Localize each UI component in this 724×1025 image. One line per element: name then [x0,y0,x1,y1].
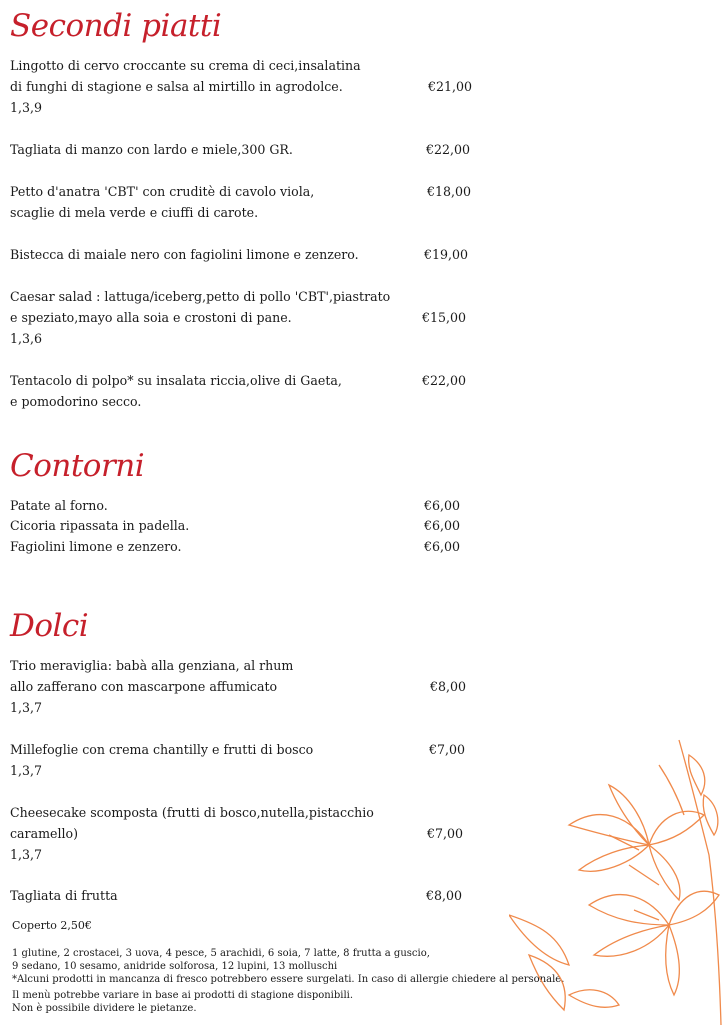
menu-item-line: di funghi di stagione e salsa al mirtillo in agrodolce. [10,79,343,94]
menu-item-price: €18,00 [427,184,472,199]
section-heading: Contorni [10,448,145,484]
footer-note: Non è possibile dividere le pietanze. [12,1003,197,1014]
menu-item-price: €19,00 [424,247,469,262]
footer-note: 9 sedano, 10 sesamo, anidride solforosa, 12 lupini, 13 molluschi [12,961,338,972]
menu-item-line: Millefoglie con crema chantilly e frutti di bosco [10,742,314,757]
lily-flower-illustration [509,735,724,1025]
menu-item-line: Petto d'anatra 'CBT' con cruditè di cavolo viola, [10,184,315,199]
menu-item-line: e pomodorino secco. [10,394,142,409]
menu-item-line: Tagliata di frutta [10,888,118,903]
menu-item-allergens: 1,3,7 [10,763,43,778]
menu-item-price: €22,00 [422,373,467,388]
menu-item-line: Bistecca di maiale nero con fagiolini limone e zenzero. [10,247,359,262]
menu-item-price: €8,00 [430,679,467,694]
menu-item-price: €21,00 [428,79,473,94]
menu-item-line: Tagliata di manzo con lardo e miele,300 GR. [10,142,293,157]
footer-note: *Alcuni prodotti in mancanza di fresco potrebbero essere surgelati. In caso di allergie chiedere al personale. [12,974,565,985]
menu-item-allergens: 1,3,7 [10,700,43,715]
menu-item-line: Patate al forno. [10,498,108,513]
menu-item-price: €6,00 [424,498,461,513]
menu-item-line: Caesar salad : lattuga/iceberg,petto di pollo 'CBT',piastrato [10,289,391,304]
menu-item-price: €6,00 [424,539,461,554]
menu-item-allergens: 1,3,6 [10,331,43,346]
menu-item-line: caramello) [10,826,79,841]
menu-item-line: scaglie di mela verde e ciuffi di carote. [10,205,259,220]
menu-item-price: €7,00 [429,742,466,757]
menu-item-price: €22,00 [426,142,471,157]
footer-note: 1 glutine, 2 crostacei, 3 uova, 4 pesce, 5 arachidi, 6 soia, 7 latte, 8 frutta a guscio, [12,948,430,959]
menu-item-line: Lingotto di cervo croccante su crema di ceci,insalatina [10,58,361,73]
menu-item-line: allo zafferano con mascarpone affumicato [10,679,278,694]
menu-item-line: Trio meraviglia: babà alla genziana, al rhum [10,658,294,673]
menu-item-price: €7,00 [427,826,464,841]
menu-item-allergens: 1,3,9 [10,100,43,115]
footer-note: Il menù potrebbe variare in base ai prodotti di stagione disponibili. [12,990,354,1001]
menu-item-price: €8,00 [426,888,463,903]
coperto-note: Coperto 2,50€ [12,919,92,932]
menu-item-line: e speziato,mayo alla soia e crostoni di pane. [10,310,292,325]
menu-item-allergens: 1,3,7 [10,847,43,862]
menu-item-line: Cheesecake scomposta (frutti di bosco,nutella,pistacchio [10,805,374,820]
section-heading: Dolci [10,608,89,644]
menu-item-price: €6,00 [424,518,461,533]
menu-item-price: €15,00 [422,310,467,325]
menu-item-line: Tentacolo di polpo* su insalata riccia,olive di Gaeta, [10,373,342,388]
section-heading: Secondi piatti [10,8,222,44]
menu-item-line: Fagiolini limone e zenzero. [10,539,182,554]
menu-item-line: Cicoria ripassata in padella. [10,518,190,533]
